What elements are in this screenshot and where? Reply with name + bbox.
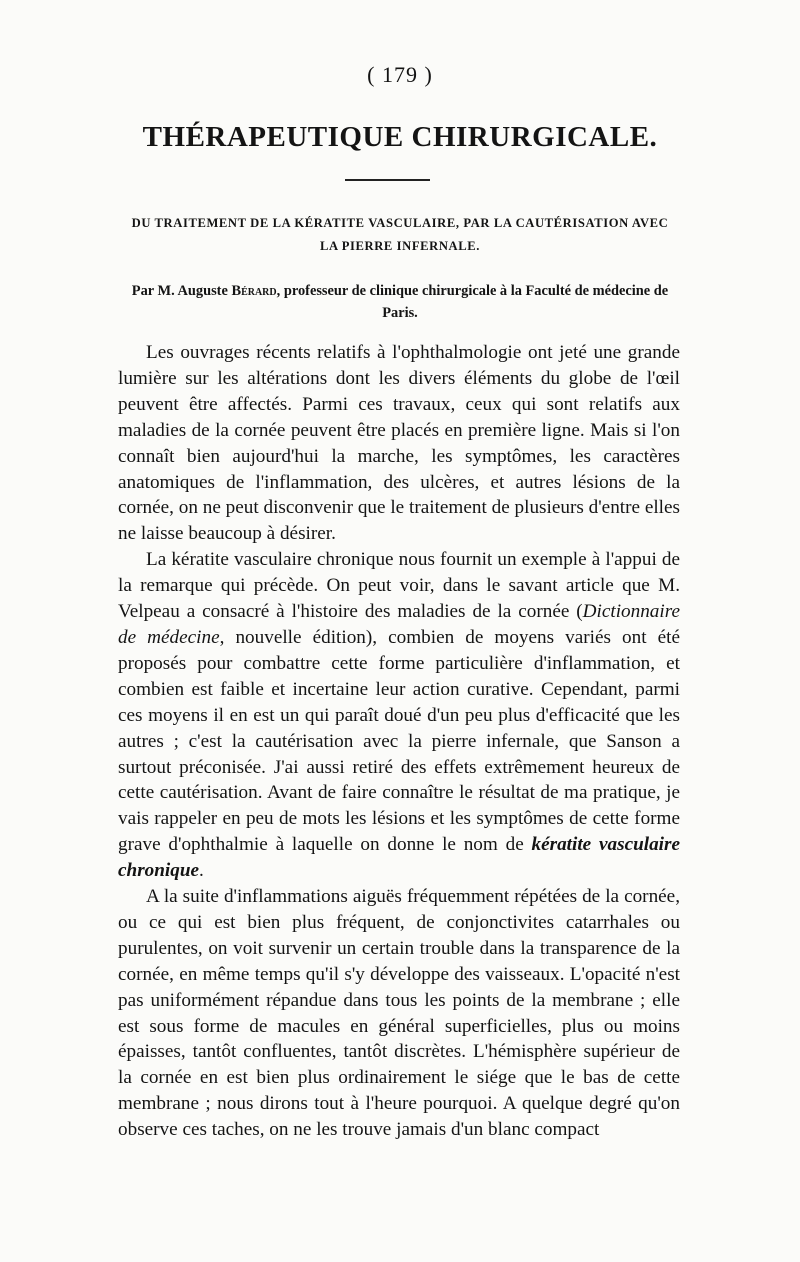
paragraph-2: [118, 547, 680, 884]
byline-suffix: , professeur de clinique chirurgicale à la Faculté de médecine de Paris.: [276, 283, 669, 321]
title-divider: [345, 179, 430, 181]
section-title: THÉRAPEUTIQUE CHIRURGICALE.: [142, 121, 658, 153]
citation-dictionnaire: Dictionnaire de médecine: [118, 601, 680, 648]
byline-author: Bérard: [231, 283, 277, 299]
paragraph-2-part-2: , nouvelle édition), combien de moyens variés ont été proposés pour combattre cette forme particulière d'inflammation, et combien est faible et incertaine leur action curative. Cependant, parmi ces moyens il en est un qui paraît doué d'un peu plus d'efficacité que les autres ; c'est la cautérisation avec la pierre infernale, que Sanson a surtout préconisée. J'ai aussi retiré des effets extrêmement heureux de cette cautérisation. Avant de faire connaître le résultat de ma pratique, je vais rappeler en peu de mots les lésions et les symptômes de cette forme grave d'ophthalmie à laquelle on donne le nom de: [118, 626, 680, 856]
term-keratite: kératite vasculaire chronique: [118, 834, 680, 882]
byline-prefix: Par M. Auguste: [131, 283, 232, 299]
paragraph-2-part-1: La kératite vasculaire chronique nous fournit un exemple à l'appui de la remarque qui précède. On peut voir, dans le savant article que M. Velpeau a consacré à l'histoire des maladies de la cornée (: [118, 549, 680, 623]
byline: [130, 280, 670, 324]
article-body: [118, 340, 680, 1143]
article-title: DU TRAITEMENT DE LA KÉRATITE VASCULAIRE, PAR LA CAUTÉRISATION AVEC LA PIERRE INFERNALE.: [131, 216, 669, 253]
page-number: ( 179 ): [367, 62, 433, 87]
paragraph-1: Les ouvrages récents relatifs à l'ophthalmologie ont jeté une grande lumière sur les altérations dont les divers éléments du globe de l'œil peuvent être affectés. Parmi ces travaux, ceux qui sont relatifs aux maladies de la cornée peuvent être placés en première ligne. Mais si l'on connaît bien aujourd'hui la marche, les symptômes, les caractères anatomiques de l'inflammation, des ulcères, et autres lésions de la cornée, on ne peut disconvenir que le traitement de plusieurs d'entre elles ne laisse beaucoup à désirer.: [118, 342, 680, 545]
paragraph-3: A la suite d'inflammations aiguës fréquemment répétées de la cornée, ou ce qui est bien plus fréquent, de conjonctivites catarrhales ou purulentes, on voit survenir un certain trouble dans la transparence de la cornée, en même temps qu'il s'y développe des vaisseaux. L'opacité n'est pas uniformément répandue dans tous les points de la membrane ; elle est sous forme de macules en général superficielles, plus ou moins épaisses, tantôt confluentes, tantôt discrètes. L'hémisphère supérieur de la cornée en est bien plus ordinairement le siége que le bas de cette membrane ; nous dirons tout à l'heure pourquoi. A quelque degré qu'on observe ces taches, on ne les trouve jamais d'un blanc compact: [118, 886, 680, 1141]
paragraph-2-part-3: .: [199, 860, 204, 882]
